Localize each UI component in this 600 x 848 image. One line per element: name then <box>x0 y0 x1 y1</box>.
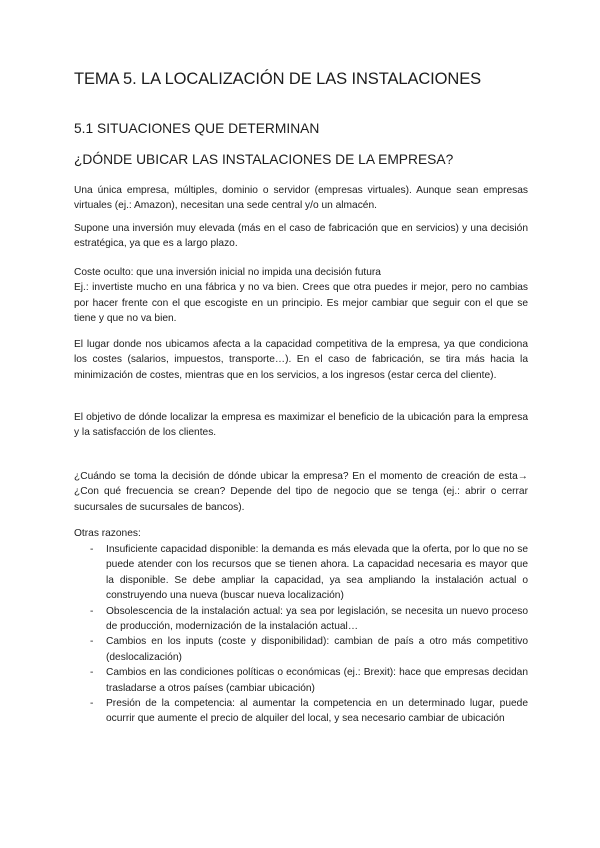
document-title: TEMA 5. LA LOCALIZACIÓN DE LAS INSTALACIONES <box>74 70 482 88</box>
list-item <box>74 604 528 635</box>
list-item-text: Cambios en las condiciones políticas o económicas (ej.: Brexit): hace que empresas decidan trasladarse a otros países (cambiar ubicación) <box>106 667 528 694</box>
list-item-text: Cambios en los inputs (coste y disponibilidad): cambian de país a otro más competitivo (deslocalización) <box>106 636 528 663</box>
list-dash: - <box>90 544 94 555</box>
list-dash: - <box>90 636 94 648</box>
paragraph-when-decide: ¿Cuándo se toma la decisión de dónde ubicar la empresa? En el momento de creación de esta→ ¿Con qué frecuencia se crean? Depende del tipo de negocio que se tenga (ej.: abrir o cerrar sucursales de sucursales de bancos). <box>74 471 528 513</box>
paragraph-other-reasons: Otras razones: <box>74 528 141 539</box>
section-heading: 5.1 SITUACIONES QUE DETERMINAN <box>74 121 320 136</box>
list-item <box>74 696 528 727</box>
list-item-text: Insuficiente capacidad disponible: la demanda es más elevada que la oferta, por lo que no se puede atender con los recursos que se tienen ahora. La capacidad necesaria es mayor que la disponible. Se debe ampliar la capacidad, ya sea ampliando la instalación actual o construyendo una nueva (buscar nueva localización) <box>106 544 528 602</box>
list-item-text: Presión de la competencia: al aumentar la competencia en un determinado lugar, puede ocurrir que aumente el precio de alquiler del local, y sea necesario cambiar de ubicación <box>106 698 528 725</box>
paragraph-hidden-cost <box>74 265 528 327</box>
paragraph-investment: Supone una inversión muy elevada (más en el caso de fabricación que en servicios) y una decisión estratégica, ya que es a largo plazo. <box>74 223 528 250</box>
paragraph-competitive-capacity: El lugar donde nos ubicamos afecta a la capacidad competitiva de la empresa, ya que condiciona los costes (salarios, impuestos, transporte…). En el caso de fabricación, se tira más hacia la minimización de costes, mientras que en los servicios, a los ingresos (estar cerca del cliente). <box>74 339 528 381</box>
paragraph-objective: El objetivo de dónde localizar la empresa es maximizar el beneficio de la ubicación para la empresa y la satisfacción de los clientes. <box>74 412 528 439</box>
list-item <box>74 634 528 665</box>
paragraph-virtual-companies: Una única empresa, múltiples, dominio o servidor (empresas virtuales). Aunque sean empresas virtuales (ej.: Amazon), necesitan una sede central y/o un almacén. <box>74 185 528 212</box>
hidden-cost-example: Ej.: invertiste mucho en una fábrica y no va bien. Crees que otra puedes ir mejor, pero no cambias por hacer frente con el que escogiste en un principio. Es mejor cambiar que seguir con el que se tiene y que no va bien. <box>74 282 528 325</box>
list-item <box>74 542 528 604</box>
reasons-list <box>74 542 528 727</box>
list-dash: - <box>90 698 94 710</box>
list-dash: - <box>90 667 94 679</box>
hidden-cost-definition: Coste oculto: que una inversión inicial no impida una decisión futura <box>74 267 381 278</box>
question-heading: ¿DÓNDE UBICAR LAS INSTALACIONES DE LA EMPRESA? <box>74 152 454 167</box>
list-item-text: Obsolescencia de la instalación actual: ya sea por legislación, se necesita un nuevo proceso de producción, modernización de la instalación actual… <box>106 605 528 633</box>
list-dash: - <box>90 605 94 617</box>
list-item <box>74 665 528 696</box>
